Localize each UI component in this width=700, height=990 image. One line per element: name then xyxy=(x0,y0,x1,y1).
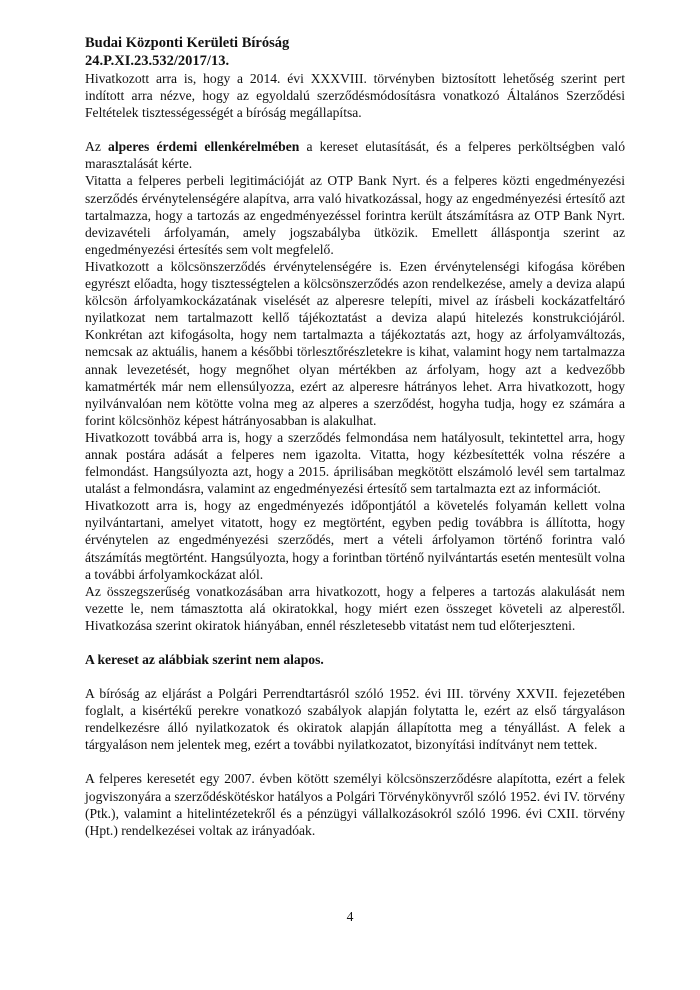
paragraph-5: Hivatkozott továbbá arra is, hogy a szerződés felmondása nem hatályosult, tekintettel arra, hogy annak postára adását a felperes nem igazolta. Vitatta, hogy kézbesítették volna részére a felmondást. Hangsúlyozta azt, hogy a 2015. áprilisában megkötött elszámoló levél sem tartalmaz utalást a felmondásra, valamint az engedményezési értesítő sem tartalmazta ezt az információt. xyxy=(85,429,625,497)
document-body xyxy=(85,70,625,839)
paragraph-6: Hivatkozott arra is, hogy az engedményezés időpontjától a követelés folyamán kellett volna nyilvántartani, amelyet vitatott, hogy ez megtörtént, egyben pedig továbbra is állította, hogy érvénytelen az engedményezési szerződés, mert a vételi árfolyamon történő forintra való átszámítás megtörtént. Hangsúlyozta, hogy a forintban történő nyilvántartás esetén mentesült volna a további árfolyamkockázat alól. xyxy=(85,498,625,582)
paragraph-2-bold: alperes érdemi ellenkérelmében xyxy=(108,139,300,155)
paragraph-7: Az összegszerűség vonatkozásában arra hivatkozott, hogy a felperes a tartozás alakulását nem vezette le, nem támasztotta alá okiratokkal, hogy miért ezen összeget követeli az alperestől. Hivatkozása szerint okiratok hiányában, ennél részletesebb vitatást nem tud előterjeszteni. xyxy=(85,583,625,633)
paragraph-4: Hivatkozott a kölcsönszerződés érvénytelenségére is. Ezen érvénytelenségi kifogása körében egyrészt előadta, hogy tisztességtelen a kölcsönszerződés azon rendelkezése, amely a deviza alapú kölcsön árfolyamkockázatának viselését az alperesre telepíti, mivel az írásbeli kockázatfeltáró nyilatkozat nem tartalmazott kellő tájékoztatást a deviza alapú hitelezés konstrukciójáról. Konkrétan azt kifogásolta, hogy nem tartalmazta a tájékoztatás azt, hogy az árfolyamváltozás, nemcsak az aktuális, hanem a későbbi törlesztőrészletekre is kihat, valamint hogy nem tartalmazza annak levezetését, hogy megnőhet olyan mértékben az árfolyam, hogy azt a kedvezőbb kamatmérték már nem ellensúlyozza, ezért az alperesre hátrányos lehet. Arra hivatkozott, hogy nyilvánvalóan nem kötötte volna meg az alperes a szerződést, hogyha tudja, hogy ez számára a forint kölcsönhöz képest hátrányosabban is alakulhat. xyxy=(85,258,625,428)
court-name: Budai Központi Kerületi Bíróság xyxy=(85,35,290,51)
paragraph-2-pre: Az xyxy=(85,139,109,155)
document-header xyxy=(85,34,625,70)
paragraph-1: Hivatkozott arra is, hogy a 2014. évi XXXVIII. törvényben biztosított lehetőség szerint pert indított arra nézve, hogy az egyoldalú szerződésmódosításra vonatkozó Általános Szerződési Feltételek tisztességességét a bíróság megállapítsa. xyxy=(85,71,625,121)
paragraph-2 xyxy=(85,138,625,172)
paragraph-3: Vitatta a felperes perbeli legitimációját az OTP Bank Nyrt. és a felperes közti engedményezési szerződés érvénytelenségére alapítva, arra való hivatkozással, hogy az engedményezési értesítő azt tartalmazza, hogy a tartozás az engedményezéssel forintra került átszámításra az OTP Bank Nyrt. devizavételi árfolyamán, amely jogszabályba ütközik. Emellett álláspontja szerint az engedményezési értesítés sem volt megfelelő. xyxy=(85,173,625,257)
paragraph-8: A bíróság az eljárást a Polgári Perrendtartásról szóló 1952. évi III. törvény XXVII. fejezetében foglalt, a kisértékű perekre vonatkozó szabályok alapján folytatta le, ezért az első tárgyaláson rendelkezésre álló nyilatkozatok és okiratok alapján állapította meg a tényállást. A felek a tárgyaláson nem jelentek meg, ezért a további nyilatkozatot, bizonyítási indítványt nem tettek. xyxy=(85,686,625,753)
page-number: 4 xyxy=(346,909,354,924)
section-heading: A kereset az alábbiak szerint nem alapos. xyxy=(85,652,324,667)
case-number: 24.P.XI.23.532/2017/13. xyxy=(85,53,230,69)
paragraph-2-post: a kereset elutasítását, és a felperes perköltségben való marasztalását kérte. xyxy=(85,139,625,172)
paragraph-9: A felperes keresetét egy 2007. évben kötött személyi kölcsönszerződésre alapította, ezért a felek jogviszonyára a szerződéskötéskor hatályos a Polgári Törvénykönyvről szóló 1952. évi IV. törvény (Ptk.), valamint a hitelintézetekről és a pénzügyi vállalkozásokról szóló 1996. évi CXII. törvény (Hpt.) rendelkezései voltak az irányadóak. xyxy=(85,771,625,838)
